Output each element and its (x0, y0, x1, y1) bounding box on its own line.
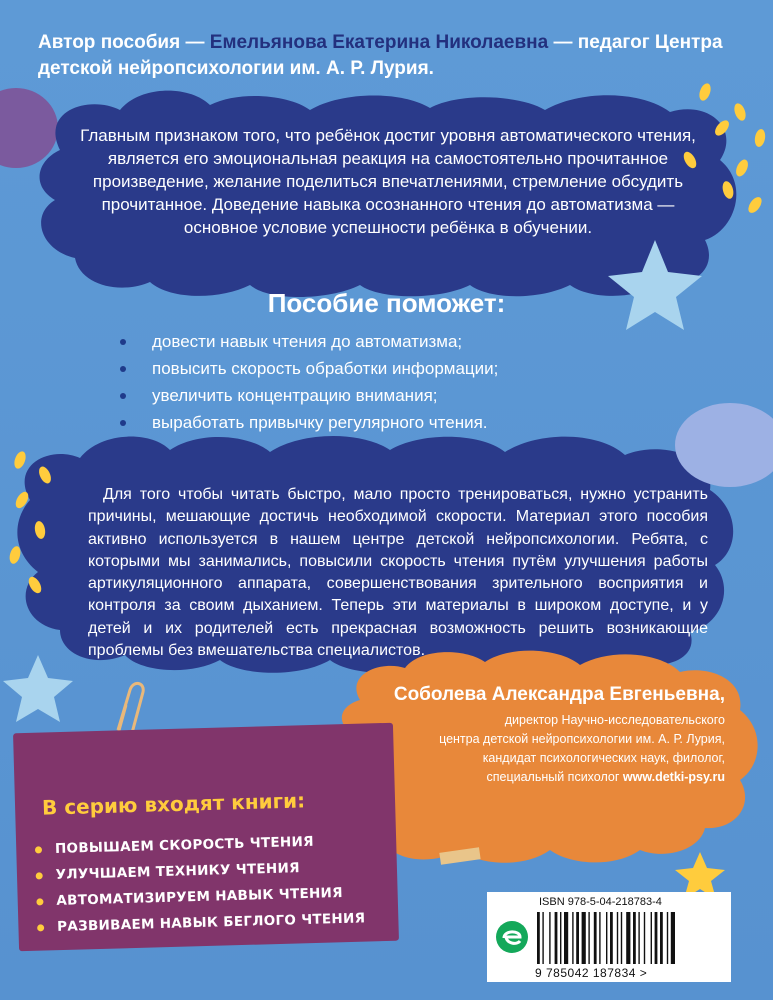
author-name: Емельянова Екатерина Николаевна (209, 32, 549, 53)
intro-paragraph: Главным признаком того, что ребёнок достиг уровня автоматического чтения, является его эмоциональная реакция на самостоятельно прочитанное произведение, желание поделиться впечатлениями, стремление обсудить прочитанное. Доведение навыка осознанного чтения до автоматизма — основное условие успешности ребёнка в обучении. (80, 126, 696, 237)
bullet-icon (120, 366, 126, 372)
help-item (120, 382, 498, 409)
body-paragraph (88, 484, 708, 662)
help-item-text: выработать привычку регулярного чтения. (152, 413, 488, 432)
author-suffix: — педагог Центра детской нейропсихологии им. А. Р. Лурия. (38, 32, 723, 79)
help-item-text: увеличить концентрацию внимания; (152, 386, 438, 405)
star-left (3, 655, 73, 722)
signature-role: специальный психолог (486, 770, 623, 784)
purple-blob (0, 88, 58, 168)
help-item (120, 355, 498, 382)
help-item (120, 409, 498, 436)
bullet-icon (36, 872, 43, 879)
bullet-icon (37, 924, 44, 931)
barcode-icon (537, 912, 717, 966)
help-item (120, 328, 498, 355)
bullet-icon (36, 898, 43, 905)
signature-line: центра детской нейропсихологии им. А. Р. Лурия, (439, 732, 725, 746)
series-title: В серию входят книги: (41, 788, 306, 820)
series-item-text: УЛУЧШАЕМ ТЕХНИКУ ЧТЕНИЯ (55, 860, 301, 883)
author-credit (38, 30, 738, 82)
help-list (120, 328, 498, 436)
publisher-logo-icon (495, 920, 529, 954)
series-item-text: ПОВЫШАЕМ СКОРОСТЬ ЧТЕНИЯ (54, 833, 315, 857)
help-item-text: повысить скорость обработки информации; (152, 359, 499, 378)
barcode-panel (487, 892, 731, 982)
bullet-icon (120, 393, 126, 399)
signature-line: директор Научно-исследовательского (504, 713, 725, 727)
barcode-number: 9 785042 187834 > (535, 966, 648, 980)
bullet-icon (120, 339, 126, 345)
website-link[interactable]: www.detki-psy.ru (622, 770, 725, 784)
body-paragraph-text: Для того чтобы читать быстро, мало просто тренироваться, нужно устранить причины, мешающие достичь необходимой скорости. Материал этого пособия активно используется в нашем центре детской нейропсихологии. Ребята, с которыми мы занимались, повысили скорость чтения путём улучшения работы артикуляционного аппарата, совершенствования зрительного восприятия и контроля за своим дыханием. Теперь эти материалы в широком доступе, и у детей и их родителей есть прекрасная возможность решить возникающие проблемы без вмешательства специалистов. (88, 486, 708, 660)
series-item-text: АВТОМАТИЗИРУЕМ НАВЫК ЧТЕНИЯ (56, 884, 344, 909)
bullet-icon (120, 420, 126, 426)
series-list (29, 827, 366, 940)
bullet-icon (35, 846, 42, 853)
signature-line (365, 768, 725, 787)
isbn-text: ISBN 978-5-04-218783-4 (539, 896, 662, 908)
author-prefix: Автор пособия — (38, 32, 210, 53)
help-item-text: довести навык чтения до автоматизма; (152, 332, 463, 351)
series-item-text: РАЗВИВАЕМ НАВЫК БЕГЛОГО ЧТЕНИЯ (56, 910, 366, 935)
signature-line: кандидат психологических наук, филолог, (482, 751, 725, 765)
help-title: Пособие поможет: (267, 288, 506, 318)
signature-details (365, 711, 725, 787)
signature-name: Соболева Александра Евгеньевна, (393, 684, 725, 705)
